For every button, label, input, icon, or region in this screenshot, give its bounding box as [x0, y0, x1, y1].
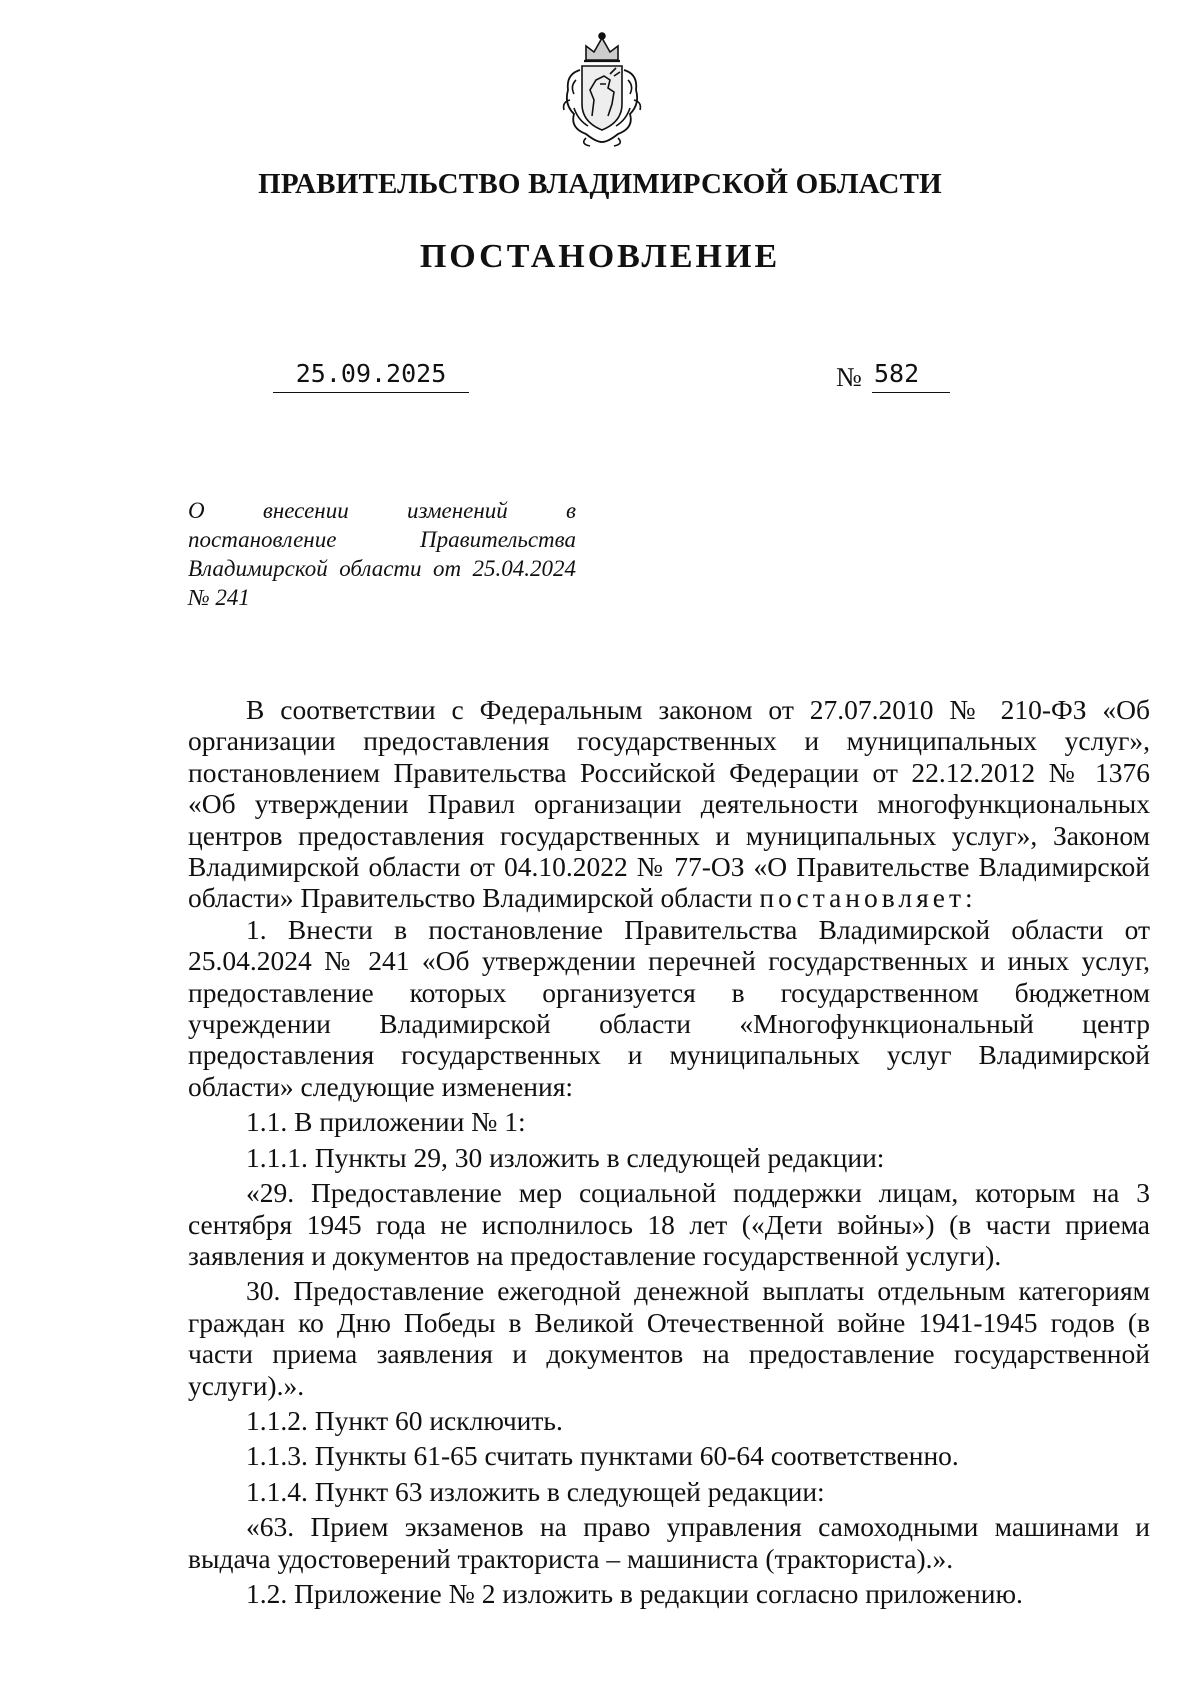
number-label: № [836, 362, 862, 392]
document-date: 25.09.2025 [273, 358, 469, 393]
quoted-item-29: «29. Предоставление мер социальной поддержки лицам, которым на 3 сентября 1945 года не исполнилось 18 лет («Дети войны») (в части приема заявления и документов на предоставление государственной услуги). [188, 1177, 1150, 1271]
preamble-verb: постановляет: [759, 882, 977, 914]
preamble-paragraph [188, 694, 1150, 914]
subject-line: постановление Правительства [188, 527, 576, 552]
paragraph-1-1-4: 1.1.4. Пункт 63 изложить в следующей редакции: [246, 1475, 825, 1507]
government-title: ПРАВИТЕЛЬСТВО ВЛАДИМИРСКОЙ ОБЛАСТИ [258, 168, 942, 200]
paragraph-1-1-1: 1.1.1. Пункты 29, 30 изложить в следующей редакции: [246, 1141, 885, 1173]
document-number: 582 [872, 358, 950, 393]
preamble-text: В соответствии с Федеральным законом от 27.07.2010 № 210-ФЗ «Об организации предоставления государственных и муниципальных услуг», постановлением Правительства Российской Федерации от 22.12.2012 № 1376 «Об утверждении Правил организации деятельности многофункциональных центров предоставления государственных и муниципальных услуг», Законом Владимирской области от 04.10.2022 № 77-ОЗ «О Правительстве Владимирской области» Правительство Владимирской области [188, 694, 1150, 914]
paragraph-1: 1. Внести в постановление Правительства Владимирской области от 25.04.2024 № 241 «Об утверждении перечней государственных и иных услуг, предоставление которых организуется в государственном бюджетном учреждении Владимирской области «Многофункциональный центр предоставления государственных и муниципальных услуг Владимирской области» следующие изменения: [188, 913, 1150, 1102]
paragraph-1-1-2: 1.1.2. Пункт 60 исключить. [246, 1404, 563, 1436]
subject-line: № 241 [188, 585, 250, 610]
coat-of-arms-icon [556, 30, 648, 148]
quoted-item-30: 30. Предоставление ежегодной денежной выплаты отдельным категориям граждан ко Дню Победы в Великой Отечественной войне 1941-1945 годов (в части приема заявления и документов на предоставление государственной услуги).». [188, 1275, 1150, 1401]
document-subject [188, 496, 576, 612]
document-type: ПОСТАНОВЛЕНИЕ [419, 238, 781, 275]
document-body [188, 694, 1150, 1609]
subject-line: О внесении изменений в [188, 498, 576, 523]
quoted-item-63: «63. Прием экзаменов на право управления самоходными машинами и выдача удостоверений тракториста – машиниста (тракториста).». [188, 1511, 1150, 1574]
subject-line: Владимирской области от 25.04.2024 [188, 556, 576, 581]
paragraph-1-1: 1.1. В приложении № 1: [246, 1106, 526, 1138]
paragraph-1-1-3: 1.1.3. Пункты 61-65 считать пунктами 60-64 соответственно. [246, 1440, 959, 1472]
paragraph-1-2: 1.2. Приложение № 2 изложить в редакции согласно приложению. [246, 1577, 1023, 1609]
